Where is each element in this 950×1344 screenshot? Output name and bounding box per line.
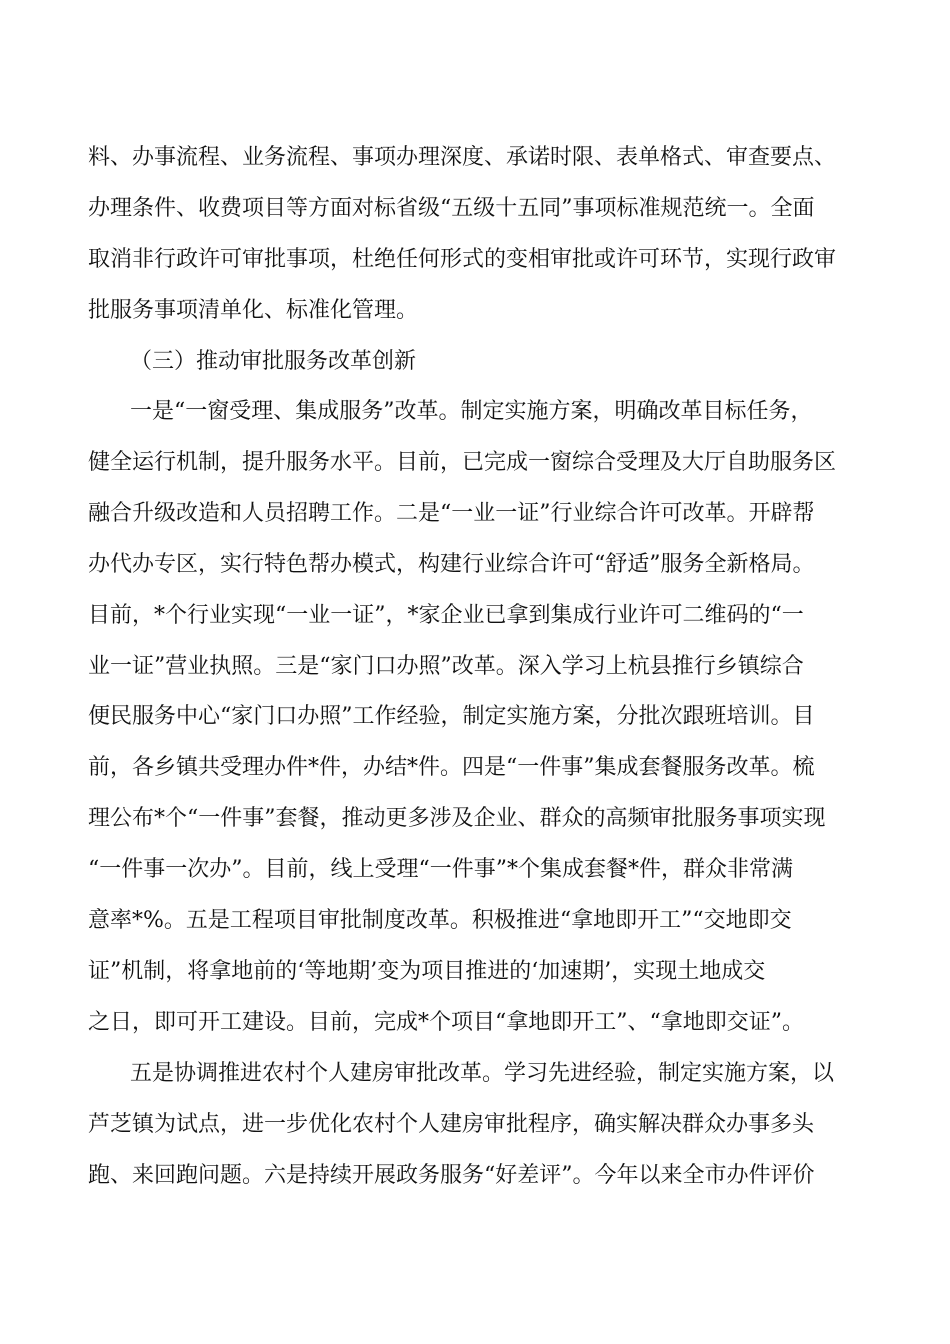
paragraph-line: 办代办专区，实行特色帮办模式，构建行业综合许可“舒适”服务全新格局。 (88, 552, 815, 577)
paragraph-line: 之日，即可开工建设。目前，完成*个项目“拿地即开工”、“拿地即交证”。 (88, 1010, 804, 1035)
paragraph-line: 料、办事流程、业务流程、事项办理深度、承诺时限、表单格式、审查要点、 (88, 145, 837, 170)
paragraph-line: 一是“一窗受理、集成服务”改革。制定实施方案，明确改革目标任务， (130, 399, 813, 424)
paragraph-line: 目前，*个行业实现“一业一证”，*家企业已拿到集成行业许可二维码的“一 (88, 603, 804, 628)
paragraph-line: 便民服务中心“家门口办照”工作经验，制定实施方案，分批次跟班培训。目 (88, 704, 815, 729)
paragraph-line: 批服务事项清单化、标准化管理。 (88, 298, 419, 323)
paragraph-line: 健全运行机制，提升服务水平。目前，已完成一窗综合受理及大厅自助服务区 (88, 450, 837, 475)
paragraph-line: 证”机制，将拿地前的‘等地期’变为项目推进的‘加速期’，实现土地成交 (88, 959, 766, 984)
section-heading: （三）推动审批服务改革创新 (130, 349, 417, 374)
paragraph-line: 前，各乡镇共受理办件*件，办结*件。四是“一件事”集成套餐服务改革。梳 (88, 755, 815, 780)
paragraph-line: 取消非行政许可审批事项，杜绝任何形式的变相审批或许可环节，实现行政审 (88, 247, 837, 272)
paragraph-line: 跑、来回跑问题。六是持续开展政务服务“好差评”。今年以来全市办件评价 (88, 1163, 815, 1188)
paragraph-line: 理公布*个“一件事”套餐，推动更多涉及企业、群众的高频审批服务事项实现 (88, 806, 826, 831)
paragraph-line: “一件事一次办”。目前，线上受理“一件事”*个集成套餐*件，群众非常满 (88, 857, 793, 882)
paragraph-line: 意率*%。五是工程项目审批制度改革。积极推进“拿地即开工”“交地即交 (88, 908, 792, 933)
paragraph-line: 五是协调推进农村个人建房审批改革。学习先进经验，制定实施方案，以 (130, 1061, 835, 1086)
paragraph-line: 融合升级改造和人员招聘工作。二是“一业一证”行业综合许可改革。开辟帮 (88, 501, 815, 526)
paragraph-line: 芦芝镇为试点，进一步优化农村个人建房审批程序，确实解决群众办事多头 (88, 1112, 815, 1137)
paragraph-line: 业一证”营业执照。三是“家门口办照”改革。深入学习上杭县推行乡镇综合 (88, 654, 804, 679)
paragraph-line: 办理条件、收费项目等方面对标省级“五级十五同”事项标准规范统一。全面 (88, 196, 815, 221)
